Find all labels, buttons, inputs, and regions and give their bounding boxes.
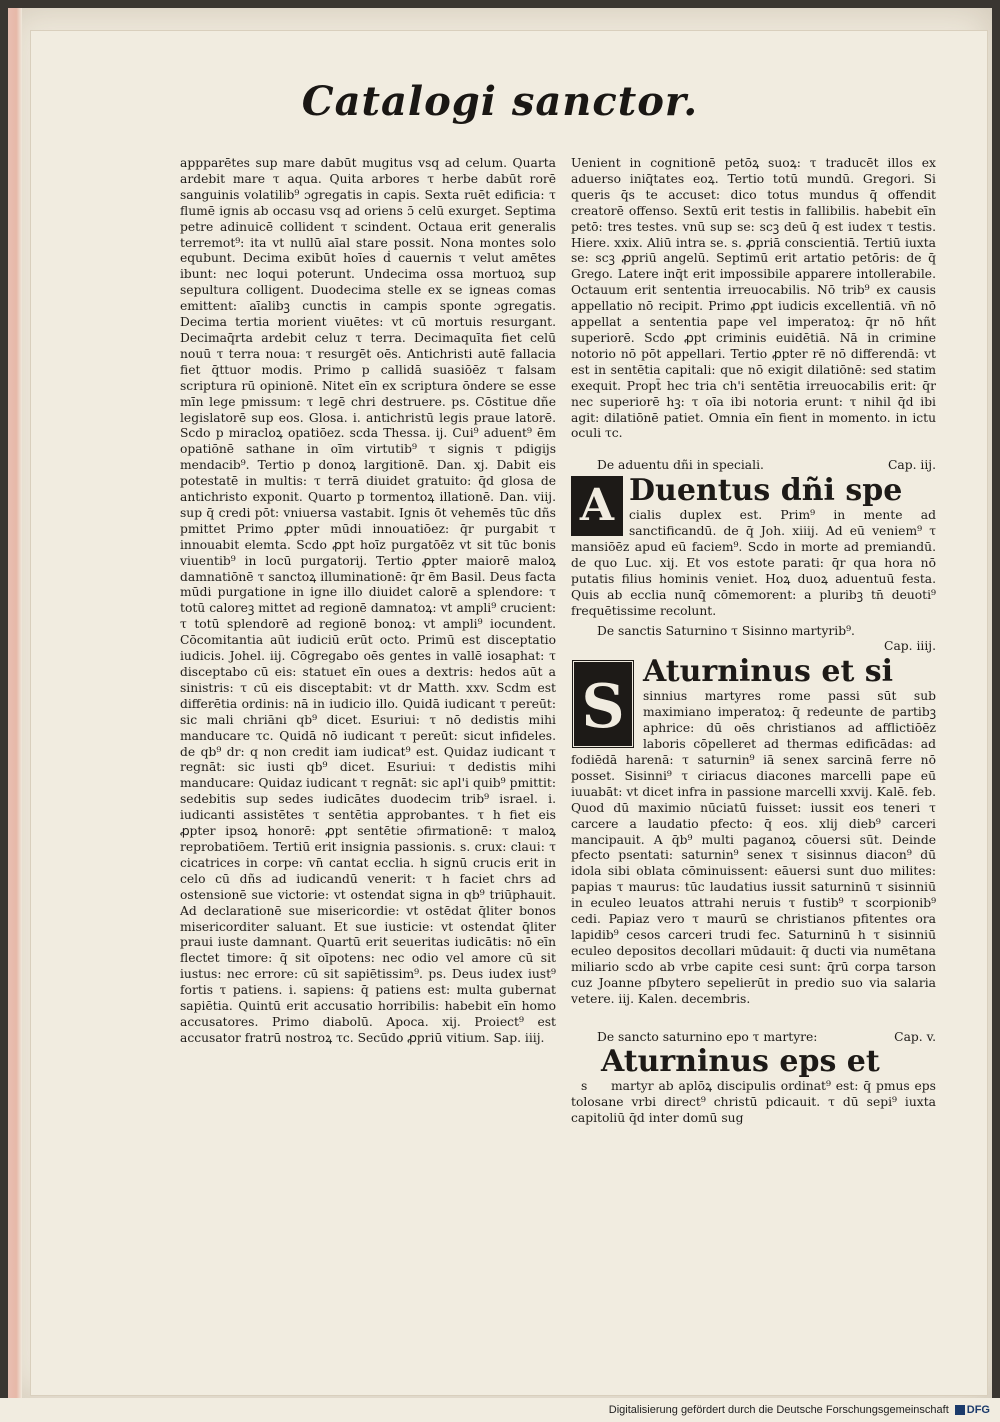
chapter-4-number: Cap. iiij. <box>884 639 936 654</box>
chapter-4-opening: Aturninus et si <box>643 654 894 690</box>
chapter-3-text: cialis duplex est. Prim⁹ in mente ad sanctificandū. de q̄ Joh. xiiij. Ad eū veniem⁹ τ mansiōēz apud eū faciem⁹. Scdo in morte ad premiandū. de quo Luc. xij. Et vos estote parati: q̄r qua hora nō putatis filius hominis veniet. Hoꝝ duoꝝ aduentuū festa. Quis ab ecclia nunq̄ cōmemorent: a pluribꝫ tn̄ deuoti⁹ frequētissime recolunt. <box>571 508 936 618</box>
page-edge <box>8 8 22 1398</box>
chapter-5-number: Cap. v. <box>894 1029 936 1044</box>
chapter-3-opening: Duentus dñi spe <box>629 473 903 509</box>
chapter-3-number: Cap. iij. <box>887 458 936 473</box>
dfg-mark-icon <box>955 1405 965 1415</box>
chapter-3-title: De aduentu dñi in speciali. <box>597 458 764 473</box>
chapter-5 <box>571 1030 936 1128</box>
left-column <box>180 156 556 1047</box>
chapter-5-title: De sancto saturnino epo τ martyre: <box>597 1029 818 1044</box>
chapter-5-guide-letter: s <box>581 1079 588 1094</box>
left-column-text: appparētes sup mare dabūt mugitus vsq ad celum. Quarta ardebit mare τ aqua. Quita arbores τ herbe dabūt rorē sanguinis volatilib⁹ ɔgregatis in capis. Sexta ruēt edificia: τ flumē ignis ab occasu vsq ad oriens ɔ̄ celū exurget. Septima petre adinuicē collident τ scindent. Octaua erit generalis terremot⁹: ita vt nullū aīal stare possit. Nona montes solo equbunt. Decima exibūt hoīes ḋ cauernis τ velut amētes ibunt: nec loqui poterunt. Undecima ossa mortuoꝝ sup sepultura colligent. Duodecima stelle ex se igneas comas emittent: aīalibꝫ cunctis in campis sponte ɔgregatis. Decima tertia morient viuētes: vt cū mortuis resurgant. Decimaq̄rta ardebit celuz τ terra. Decimaquīta fiet celū nouū τ terra noua: τ resurgēt oēs. Antichristi autē fallacia fiet q̄ttuor modis. Primo p callidā suasiōēz τ falsam scriptura rū opinionē. Nitet eīn ex scriptura ōndere se esse mīn lege pmissum: τ legē chri destruere. ps. Cōstitue dñe legislatorē sup eos. Glosa. i. antichristū legis praue latorē. Scdo p miracloꝝ opatiōez. scda Thessa. ij. Cui⁹ aduent⁹ ēm opatiōnē sathane in oīm virtutib⁹ τ signis τ pdigijs mendacib⁹. Tertio p donoꝝ largitionē. Dan. xj. Dabit eis potestatē in multis: τ terrā diuidet gratuito: q̄d glosa de antichristo exponit. Quarto p tormentoꝝ illationē. Dan. viij. sup q̄ credi pōt: vniuersa vastabit. Ignis ōt vehemēs tūc dñs pmittet Primo ꝓpter mūdi innouatiōez: q̄r purgabit τ innouabit elemta. Scdo ꝓpt hoīz purgatōēz vt sit tūc bonis viuentib⁹ in locū purgatorij. Tertio ꝓpter maiorē maloꝝ damnatiōnē τ sanctoꝝ illuminationē: q̄r ēm Basil. Deus facta mūdi purgatione in igne illo diuidet calorē a splendore: τ totū caloreꝫ mittet ad regionē damnatoꝝ: vt ampli⁹ crucient: τ totū splendorē ad regionē bonoꝝ: vt ampli⁹ iocundent. Cōcomitantia aūt iudiciū erūt octo. Primū est disceptatio iudicis. Johel. iij. Cōgregabo oēs gentes in vallē iosaphat: τ disceptabo cū eis: statuet eīn oues a dextris: hedos aūt a sinistris: τ cū eis disceptabit: vt dr Matth. xxv. Scdm est differētia ordinis: nā in iudicio illo. Quidā iudicant τ pereūt: sic mali chriāni qb⁹ dicet. Esuriui: τ nō dedistis mihi manducare τc. Quidā nō iudicant τ pereūt: sicut infideles. de qb⁹ dr: q non credit iam iudicat⁹ est. Quidaz iudicant τ regnāt: sic iusti qb⁹ dicet. Esuriui: τ dedistis mihi manducare: Quidaz iudicant τ regnāt: sic apl'i quib⁹ pmittit: sedebitis sup sedes iudicātes duodecim trib⁹ israel. i. iudicanti assistētes τ sentētia approbantes. τ h fiet eis ꝓpter ipsoꝝ honorē: ꝓpt sentētie ɔfirmationē: τ maloꝝ reprobatiōem. Tertiū erit insignia passionis. s. crux: claui: τ cicatrices in corpe: vn̄ cantat ecclia. h signū crucis erit in celo cū dñs ad iudicandū venerit: τ h faciet chrs ad ostensionē sue victorie: vt ostendat signa in qb⁹ triūphauit. Ad declarationē sue misericordie: vt ostēdat q̄liter bonos misericorditer saluant. Et sue iusticie: vt ostendat q̄liter praui iuste damnant. Quartū erit seueritas iudicātis: nō eīn flectet timore: q̄ sit oīpotens: nec odio vel amore cū sit iustus: nec errore: cū sit sapiētissim⁹. ps. Deus iudex iust⁹ fortis τ patiens. i. sapiens: q̄ patiens est: multa gubernat sapiētia. Quintū erit accusatio horribilis: habebit eīn homo accusatores. Primo diabolū. Apoca. xij. Proiect⁹ est accusator fratrū nostroꝝ τc. Secūdo ꝓpriū vitium. Sap. iiij. <box>180 156 556 1045</box>
chapter-4 <box>571 624 936 1008</box>
initial-letter-a: A <box>571 476 623 536</box>
chapter-5-rubric <box>571 1030 936 1046</box>
chapter-5-text: martyr ab aplōꝝ discipulis ordinat⁹ est: q̄ pmus eps tolosane vrbi direct⁹ christū pdicauit. τ dū sepi⁹ iuxta capitoliū q̄d inter domū sug <box>571 1079 936 1126</box>
chapter-4-title: De sanctis Saturnino τ Sisinno martyrib⁹. <box>597 623 855 638</box>
initial-letter-s: S <box>571 659 635 749</box>
chapter-3 <box>571 458 936 619</box>
right-column-intro: Uenient in cognitionē petōꝝ suoꝝ: τ traducēt illos ex aduerso iniq̄tates eoꝝ. Tertio totū mundū. Gregori. Si queris q̄s te accuset: dico totus mundus q̄ offendit creatorē offenso. Sextū erit testis in fallibilis. habebit eīn petō: tres testes. vnū sup se: scꝫ deū q̄ est iudex τ testis. Hiere. xxix. Aliū intra se. s. ꝓpriā conscientiā. Tertiū iuxta se: scꝫ ꝓpriū angelū. Septimū erit artatio petōris: de q̄ Grego. Latere inq̄t erit impossibile apparere intollerabile. Octauum erit sententia irreuocabilis. Nō trib⁹ ex causis appellatio nō recipit. Primo ꝓpt iudicis excellentiā. vn̄ nō appellat a sententia pape vel imperatoꝝ: q̄r nō hñt superiorē. Scdo ꝓpt criminis euidētiā. Nā in crimine notorio nō pōt appellari. Tertio ꝓpter rē nō differendā: vt est in sentētia capitali: que nō exigit dilatiōnē: sed statim exequit. Propt̄ hec tria ch'i sentētia irreuocabilis erit: q̄r nec superiorē hꝫ: τ oīa ibi notoria erunt: τ nihil q̄d ibi agit: dilatiōnē patiet. Omnia eīn fient in momento. in ictu oculi τc. <box>571 156 936 441</box>
right-column <box>571 156 936 1127</box>
chapter-4-text: sinnius martyres rome passi sūt sub maximiano imperatoꝝ: q̄ redeunte de partibꝫ aphrice: dū oēs christianos ad afflictiōēz laboris cōpelleret ad thermas edificādas: ad fodiēdā harenā: τ saturnin⁹ iā senex sarcinā ferre nō posset. Sisinni⁹ τ ciriacus diacones marcelli pape eū iuuabāt: vt dicet infra in passione marcelli xxvij. Kalē. feb. Quod dū maximio nūciatū fuisset: iussit eos teneri τ carcere a laudatio pfecto: q̄ eos. xlij dieb⁹ carceri mancipauit. A q̄b⁹ multi paganoꝝ cōuersi sūt. Deinde pfecto psentati: saturnin⁹ senex τ sisinnus diacon⁹ dū idola sibi oblata cōminuissent: eāuersi sunt duo milites: papias τ maurus: tūc laudatius iussit saturninū τ sisinniū in eculeo leuatos attrahi neruis τ fustib⁹ τ scorpionib⁹ cedi. Papiaz vero τ maurū se christianos pfitentes ora lapidib⁹ cesos carceri trudi fec. Saturninū h τ sisinniū eculeo depositos decollari mūdauit: q̄ ducti via numētana miliario scdo ab vrbe capite cesi sunt: q̄rū corpa tarson cuz Joanne pſbytero sepelierūt in predio suo via salaria vetere. iij. Kalen. decembris. <box>571 689 936 1006</box>
chapter-5-opening: Aturninus eps et <box>601 1044 880 1080</box>
footer-bar <box>0 1398 1000 1422</box>
book-page <box>8 8 992 1398</box>
dfg-logo-text: DFG <box>966 1404 990 1416</box>
running-title: Catalogi sanctor. <box>301 78 699 125</box>
chapter-4-rubric <box>571 624 936 640</box>
funding-credit: Digitalisierung gefördert durch die Deutsche Forschungsgemeinschaft <box>608 1404 949 1416</box>
chapter-5-text-block <box>571 1079 936 1127</box>
dfg-logo-icon <box>955 1404 990 1416</box>
chapter-3-rubric <box>571 458 936 474</box>
